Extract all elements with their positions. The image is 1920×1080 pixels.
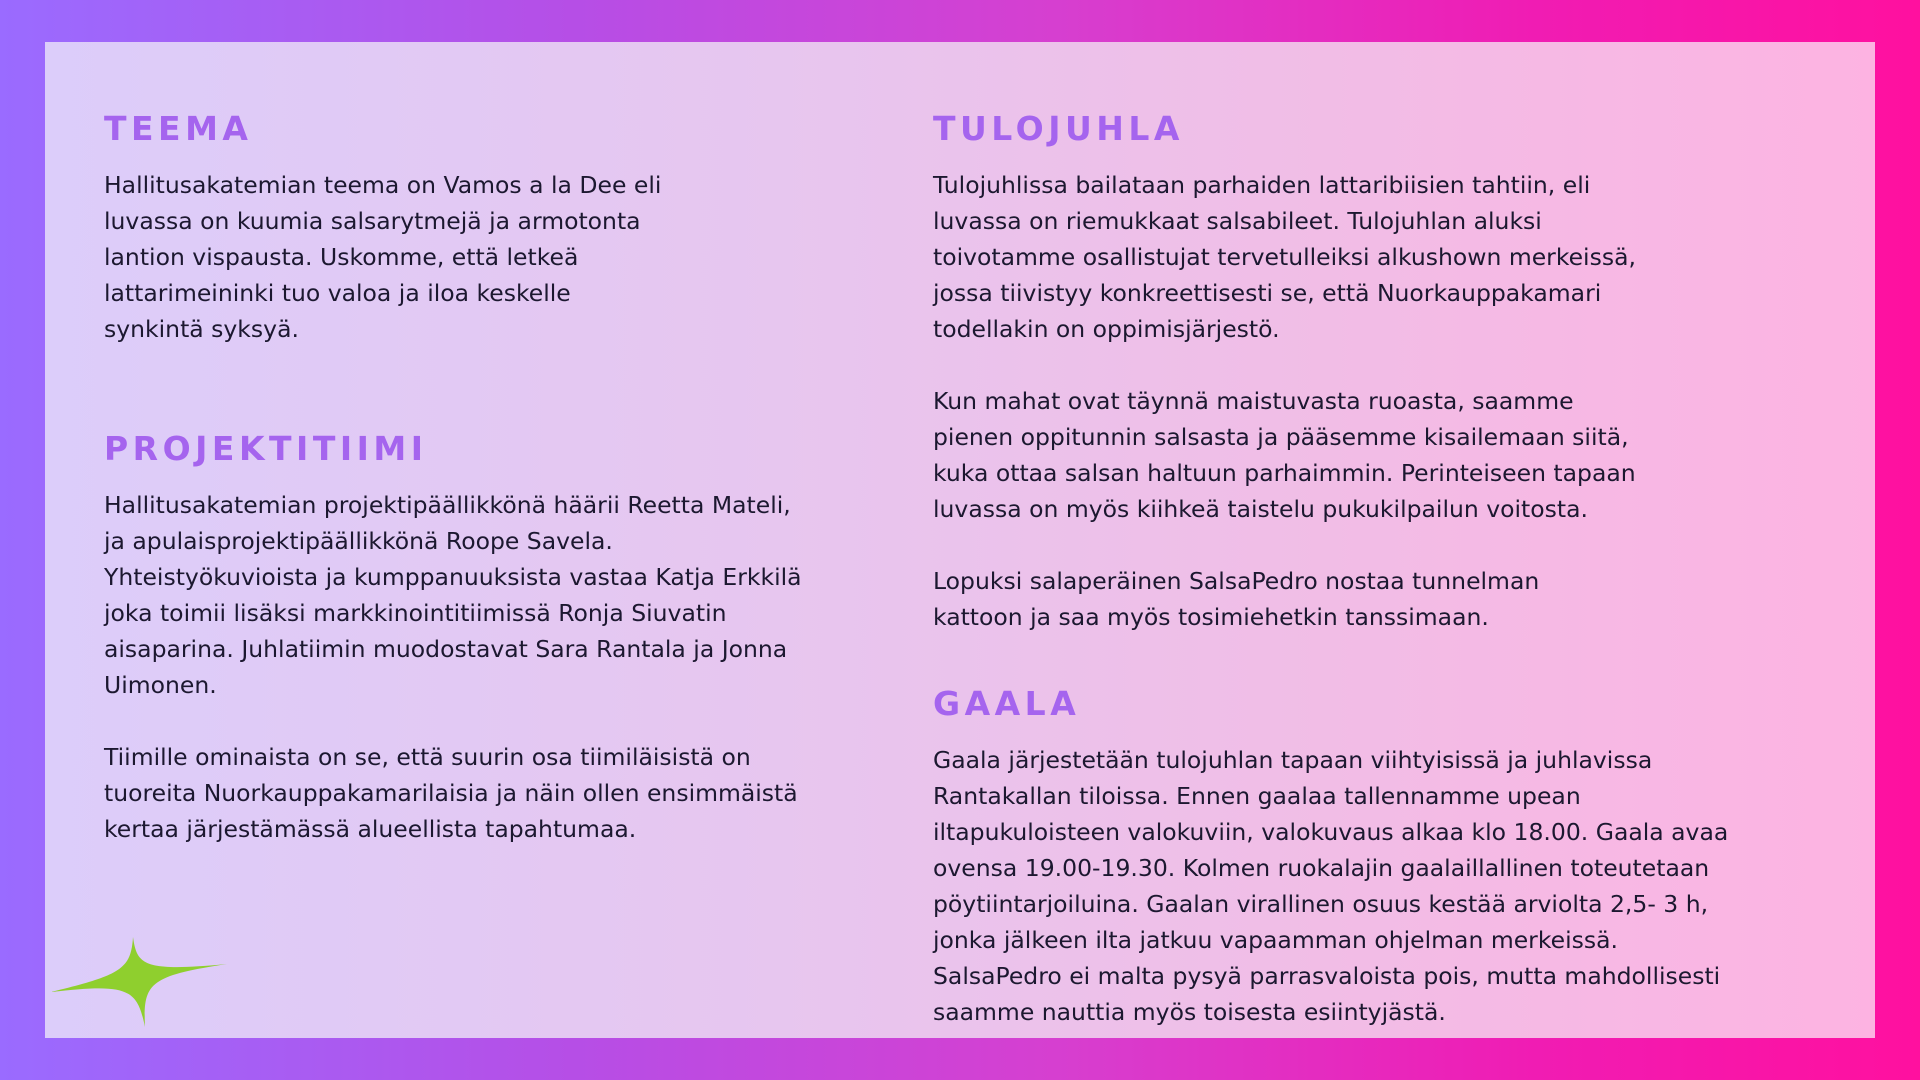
teema-heading: TEEMA [104, 109, 253, 148]
sparkle-star-icon [51, 937, 227, 1027]
tulojuhla-heading: TULOJUHLA [933, 109, 1184, 148]
tulojuhla-text-3: Lopuksi salaperäinen SalsaPedro nostaa tunnelman kattoon ja saa myös tosimiehetkin tanssimaan. [933, 567, 1540, 631]
projektitiimi-heading: PROJEKTITIIMI [104, 429, 428, 468]
gaala-text: Gaala järjestetään tulojuhlan tapaan viihtyisissä ja juhlavissa Rantakallan tiloissa. Ennen gaalaa tallennamme upean iltapukuloisteen valokuviin, valokuvaus alkaa klo 18.00. Gaala avaa ovensa 19.00-19.30. Kolmen ruokalajin gaalaillallinen toteutetaan pöytiintarjoiluina. Gaalan virallinen osuus kestää arviolta 2,5- 3 h, jonka jälkeen ilta jatkuu vapaamman ohjelman merkeissä. SalsaPedro ei malta pysyä parrasvaloista pois, mutta mahdollisesti saamme nauttia myös toisesta esiintyjästä. [933, 746, 1729, 1026]
projektitiimi-text-2: Tiimille ominaista on se, että suurin osa tiimiläisistä on tuoreita Nuorkauppakamarilaisia ja näin ollen ensimmäistä kertaa järjestämässä alueellista tapahtumaa. [104, 743, 798, 843]
tulojuhla-text-1: Tulojuhlissa bailataan parhaiden lattaribiisien tahtiin, eli luvassa on riemukkaat salsabileet. Tulojuhlan aluksi toivotamme osallistujat tervetulleiksi alkushown merkeissä, jossa tiivistyy konkreettisesti se, että Nuorkauppakamari todellakin on oppimisjärjestö. [933, 171, 1636, 343]
gaala-heading: GAALA [933, 684, 1081, 723]
sparkle-star-shape [51, 937, 227, 1027]
tulojuhla-text-2: Kun mahat ovat täynnä maistuvasta ruoasta, saamme pienen oppitunnin salsasta ja pääsemme kisailemaan siitä, kuka ottaa salsan haltuun parhaimmin. Perinteiseen tapaan luvassa on myös kiihkeä taistelu pukukilpailun voitosta. [933, 387, 1636, 523]
teema-text: Hallitusakatemian teema on Vamos a la Dee eli luvassa on kuumia salsarytmejä ja armotonta lantion vispausta. Uskomme, että letkeä lattarimeininki tuo valoa ja iloa keskelle synkintä syksyä. [104, 171, 662, 343]
projektitiimi-text-1: Hallitusakatemian projektipäällikkönä häärii Reetta Mateli, ja apulaisprojektipäällikkönä Roope Savela. Yhteistyökuvioista ja kumppanuuksista vastaa Katja Erkkilä joka toimii lisäksi markkinointitiimissä Ronja Siuvatin aisaparina. Juhlatiimin muodostavat Sara Rantala ja Jonna Uimonen. [104, 491, 802, 699]
content-card [45, 42, 1875, 1038]
